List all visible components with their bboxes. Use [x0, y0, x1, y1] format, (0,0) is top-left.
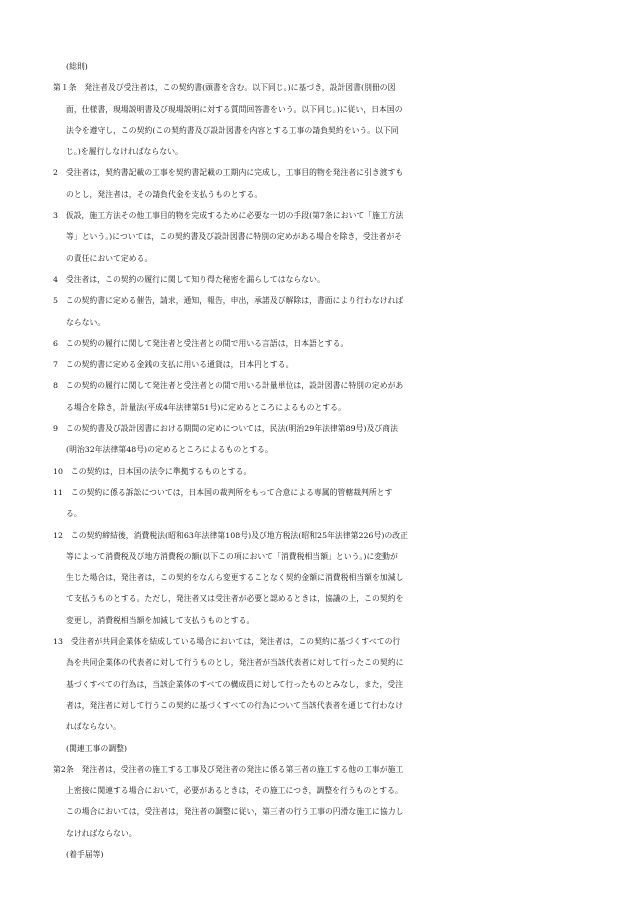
text-line: のとし，発注者は，その請負代金を支払うものとする。	[66, 189, 263, 199]
text-line: 等によって消費税及び地方消費税の額(以下この項において「消費税相当額」という。)に変動が	[66, 551, 398, 561]
text-line: 12 この契約締結後，消費税法(昭和63年法律第108号)及び地方税法(昭和25年法律第226号)の改正	[53, 530, 408, 540]
text-line: じ。)を履行しなければならない。	[66, 147, 183, 157]
text-line: 面，仕様書，現場説明書及び現場説明に対する質問回答書をいう。以下同じ。)に従い，日本国の	[66, 104, 403, 114]
text-line: 等」という。)については，この契約書及び設計図書に特別の定めがある場合を除き，受注者がそ	[66, 232, 403, 242]
section-heading: (着手届等)	[66, 849, 104, 859]
text-line: 変更し，消費税相当額を加減して支払うものとする。	[66, 615, 255, 625]
text-line: 為を共同企業体の代表者に対して行うものとし，発注者が当該代表者に対して行ったこの契約に	[66, 658, 404, 668]
text-line: 生じた場合は，発注者は，この契約をなんら変更することなく契約金額に消費税相当額を加減し	[66, 573, 404, 583]
text-line: 5 この契約書に定める催告，請求，通知，報告，申出，承諾及び解除は，書面により行わなければ	[53, 296, 404, 306]
text-line: 6 この契約の履行に関して発注者と受注者との間で用いる言語は，日本語とする。	[53, 338, 349, 348]
section-heading: (関連工事の調整)	[66, 743, 128, 753]
text-line: この場合においては，受注者は，発注者の調整に従い，第三者の行う工事の円滑な施工に協力し	[66, 807, 404, 817]
text-line: て支払うものとする。ただし，発注者又は受注者が必要と認めるときは，協議の上，この契約を	[66, 594, 404, 604]
text-line: 基づくすべての行為は，当該企業体のすべての構成員に対して行ったものとみなし，また，受注	[66, 679, 404, 689]
text-line: ならない。	[66, 317, 106, 327]
text-line: 者は，発注者に対して行うこの契約に基づくすべての行為について当該代表者を通じて行わなけ	[66, 700, 404, 710]
text-line: (明治32年法律第48号)の定めるところによるものとする。	[66, 445, 273, 455]
text-line: 10 この契約は，日本国の法令に準拠するものとする。	[53, 466, 252, 476]
text-line: 13 受注者が共同企業体を結成している場合においては，発注者は，この契約に基づくすべての行	[53, 637, 401, 647]
text-line: 上密接に関連する場合において，必要があるときは，その施工につき，調整を行うものとする。	[66, 786, 403, 796]
text-line: ればならない。	[66, 722, 121, 732]
text-line: 第１条 発注者及び受注者は，この契約書(頭書を含む。以下同じ。)に基づき，設計図書(別冊の図	[53, 83, 396, 93]
text-line: 2 受注者は，契約書記載の工事を契約書記載の工期内に完成し，工事目的物を発注者に引き渡すも	[53, 168, 404, 178]
text-line: 9 この契約書及び設計図書における期間の定めについては，民法(明治29年法律第89号)及び商法	[53, 424, 398, 434]
text-line: の責任において定める。	[66, 253, 153, 263]
document-page	[0, 56, 630, 865]
text-line: 第2条 発注者は，受注者の施工する工事及び発注者の発注に係る第三者の施工する他の工事が施工	[53, 764, 404, 774]
text-line: る。	[66, 509, 82, 519]
section-heading: (総則)	[66, 62, 88, 71]
text-line: 7 この契約書に定める金銭の支払に用いる通貨は，日本円とする。	[53, 360, 294, 370]
text-line: 8 この契約の履行に関して発注者と受注者との間で用いる計量単位は，設計図書に特別の定めがあ	[53, 381, 404, 391]
text-line: る場合を除き，計量法(平成4年法律第51号)に定めるところによるものとする。	[66, 402, 346, 412]
text-line: 3 仮設，施工方法その他工事目的物を完成するために必要な一切の手段(第7条において「施工方法	[53, 211, 404, 221]
text-line: 4 受注者は，この契約の履行に関して知り得た秘密を漏らしてはならない。	[53, 274, 325, 284]
text-line: 11 この契約に係る訴訟については，日本国の裁判所をもって合意による専属的管轄裁判所とす	[53, 487, 393, 497]
text-line: 法令を遵守し，この契約(この契約書及び設計図書を内容とする工事の請負契約をいう。以下同	[66, 125, 399, 135]
text-line: なければならない。	[66, 828, 137, 838]
